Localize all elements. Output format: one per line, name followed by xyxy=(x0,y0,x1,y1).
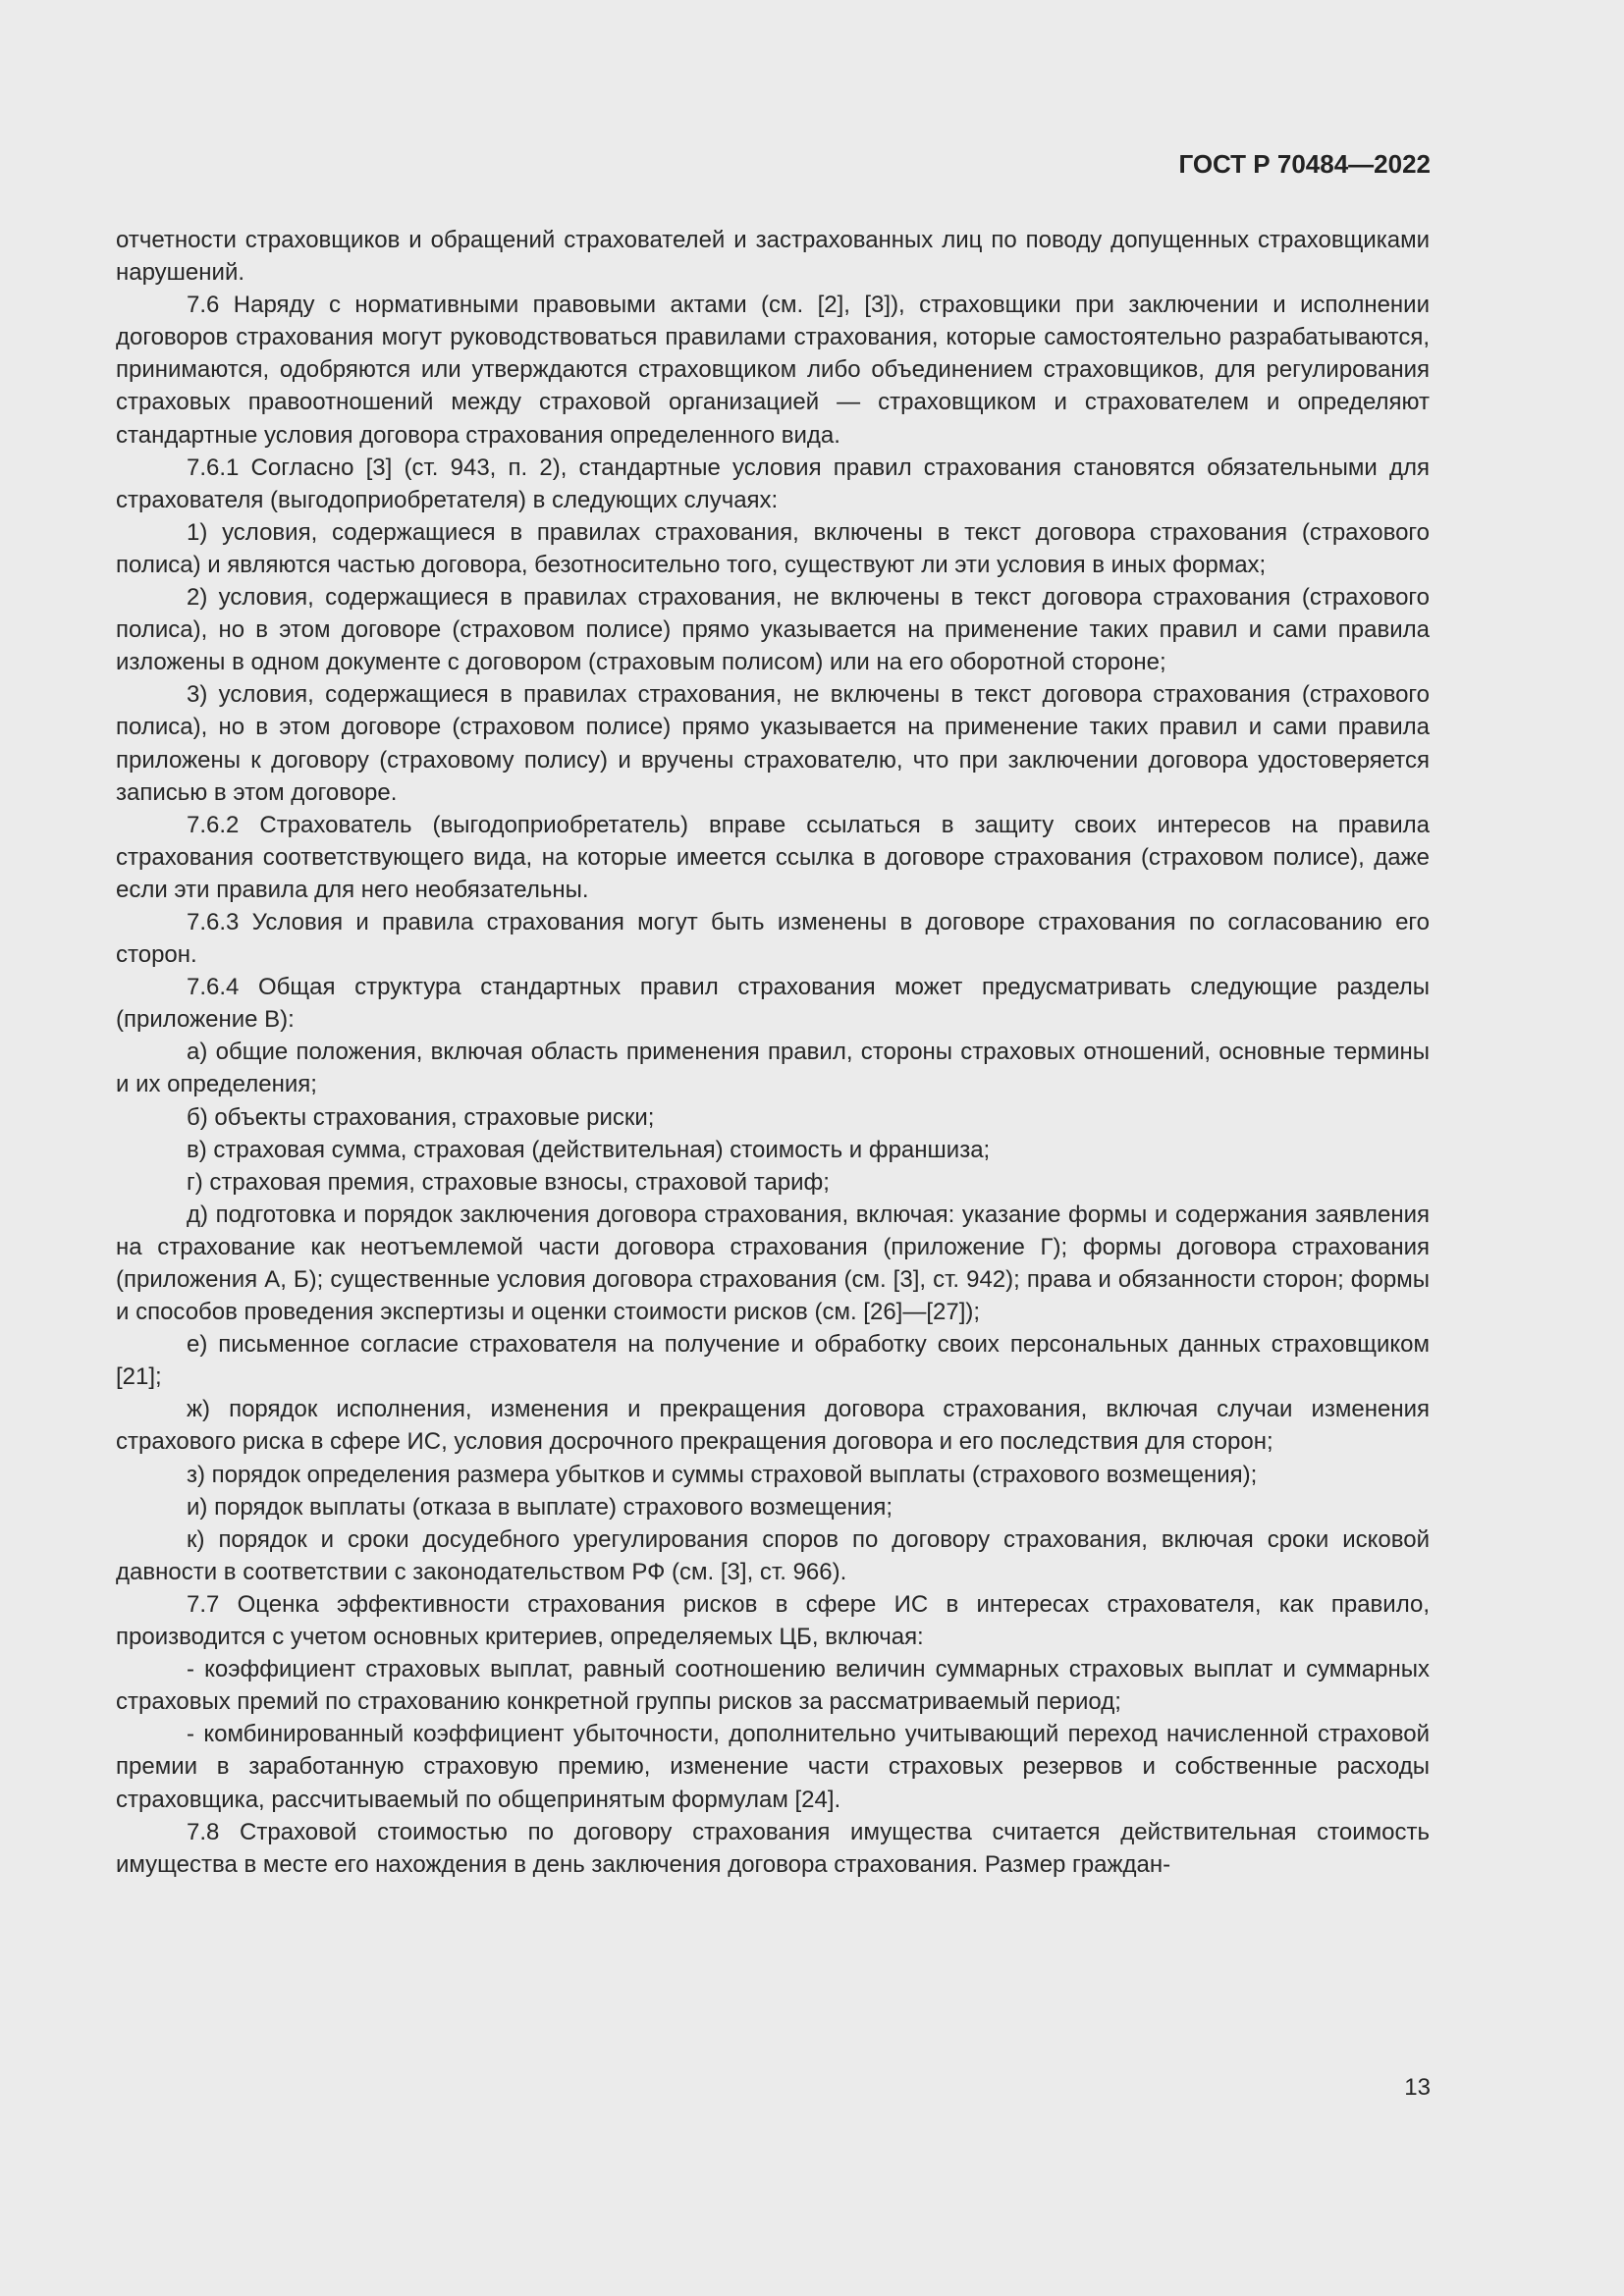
body-paragraph: 2) условия, содержащиеся в правилах страхования, не включены в текст договора страхования (страхового полиса), но в этом договоре (страховом полисе) прямо указывается на применение таких правил и сами правила изложены в одном документе с договором (страховым полисом) или на его оборотной стороне; xyxy=(116,584,1430,676)
body-paragraph: 7.6 Наряду с нормативными правовыми актами (см. [2], [3]), страховщики при заключении и исполнении договоров страхования могут руководствоваться правилами страхования, которые самостоятельно разрабатываются, принимаются, одобряются или утверждаются страховщиком либо объединением страховщиков, для регулирования страховых правоотношений между страховой организацией — страховщиком и страхователем и определяют стандартные условия договора страхования определенного вида. xyxy=(116,292,1430,449)
body-paragraph: к) порядок и сроки досудебного урегулирования споров по договору страхования, включая сроки исковой давности в соответствии с законодательством РФ (см. [3], ст. 966). xyxy=(116,1525,1430,1585)
body-paragraph: 7.6.3 Условия и правила страхования могут быть изменены в договоре страхования по согласованию его сторон. xyxy=(116,908,1430,969)
body-paragraph: ж) порядок исполнения, изменения и прекращения договора страхования, включая случаи изменения страхового риска в сфере ИС, условия досрочного прекращения договора и его последствия для сторон; xyxy=(116,1396,1430,1456)
body-paragraph: в) страховая сумма, страховая (действительная) стоимость и франшиза; xyxy=(187,1136,991,1163)
body-paragraph: 3) условия, содержащиеся в правилах страхования, не включены в текст договора страхования (страхового полиса), но в этом договоре (страховом полисе) прямо указывается на применение таких правил и сами правила приложены к договору (страховому полису) и вручены страхователю, что при заключении договора удостоверяется записью в этом договоре. xyxy=(116,681,1430,806)
body-paragraph: д) подготовка и порядок заключения договора страхования, включая: указание формы и содержания заявления на страхование как неотъемлемой части договора страхования (приложение Г); формы договора страхования (приложения А, Б); существенные условия договора страхования (см. [3], ст. 942); права и обязанности сторон; формы и способов проведения экспертизы и оценки стоимости рисков (см. [26]—[27]); xyxy=(116,1201,1430,1326)
body-paragraph: и) порядок выплаты (отказа в выплате) страхового возмещения; xyxy=(187,1493,893,1521)
body-paragraph: е) письменное согласие страхователя на получение и обработку своих персональных данных страховщиком [21]; xyxy=(116,1331,1430,1391)
body-paragraph: 1) условия, содержащиеся в правилах страхования, включены в текст договора страхования (страхового полиса) и являются частью договора, безотносительно того, существуют ли эти условия в иных формах; xyxy=(116,518,1430,578)
body-paragraph: 7.6.2 Страхователь (выгодоприобретатель) вправе ссылаться в защиту своих интересов на правила страхования соответствующего вида, на которые имеется ссылка в договоре страхования (страховом полисе), даже если эти правила для него необязательны. xyxy=(116,811,1430,903)
body-paragraph: - коэффициент страховых выплат, равный соотношению величин суммарных страховых выплат и суммарных страховых премий по страхованию конкретной группы рисков за рассматриваемый период; xyxy=(116,1656,1430,1716)
body-paragraph: б) объекты страхования, страховые риски; xyxy=(187,1103,655,1131)
body-paragraph: а) общие положения, включая область применения правил, стороны страховых отношений, основные термины и их определения; xyxy=(116,1039,1430,1098)
body-paragraph: 7.6.4 Общая структура стандартных правил страхования может предусматривать следующие разделы (приложение В): xyxy=(116,974,1430,1034)
body-paragraph: 7.8 Страховой стоимостью по договору страхования имущества считается действительная стоимость имущества в месте его нахождения в день заключения договора страхования. Размер граждан- xyxy=(116,1818,1430,1878)
body-paragraph: отчетности страховщиков и обращений страхователей и застрахованных лиц по поводу допущенных страховщиками нарушений. xyxy=(116,227,1430,287)
document-header-standard-id: ГОСТ Р 70484—2022 xyxy=(1178,149,1431,179)
body-paragraph: 7.7 Оценка эффективности страхования рисков в сфере ИС в интересах страхователя, как правило, производится с учетом основных критериев, определяемых ЦБ, включая: xyxy=(116,1590,1430,1651)
page-number: 13 xyxy=(1404,2074,1431,2101)
document-body xyxy=(116,224,1430,1881)
body-paragraph: з) порядок определения размера убытков и суммы страховой выплаты (страхового возмещения); xyxy=(187,1461,1258,1488)
body-paragraph: г) страховая премия, страховые взносы, страховой тариф; xyxy=(187,1168,830,1196)
body-paragraph: 7.6.1 Согласно [3] (ст. 943, п. 2), стандартные условия правил страхования становятся обязательными для страхователя (выгодоприобретателя) в следующих случаях: xyxy=(116,454,1430,513)
body-paragraph: - комбинированный коэффициент убыточности, дополнительно учитывающий переход начисленной страховой премии в заработанную страховую премию, изменение части страховых резервов и собственные расходы страховщика, рассчитываемый по общепринятым формулам [24]. xyxy=(116,1721,1430,1813)
